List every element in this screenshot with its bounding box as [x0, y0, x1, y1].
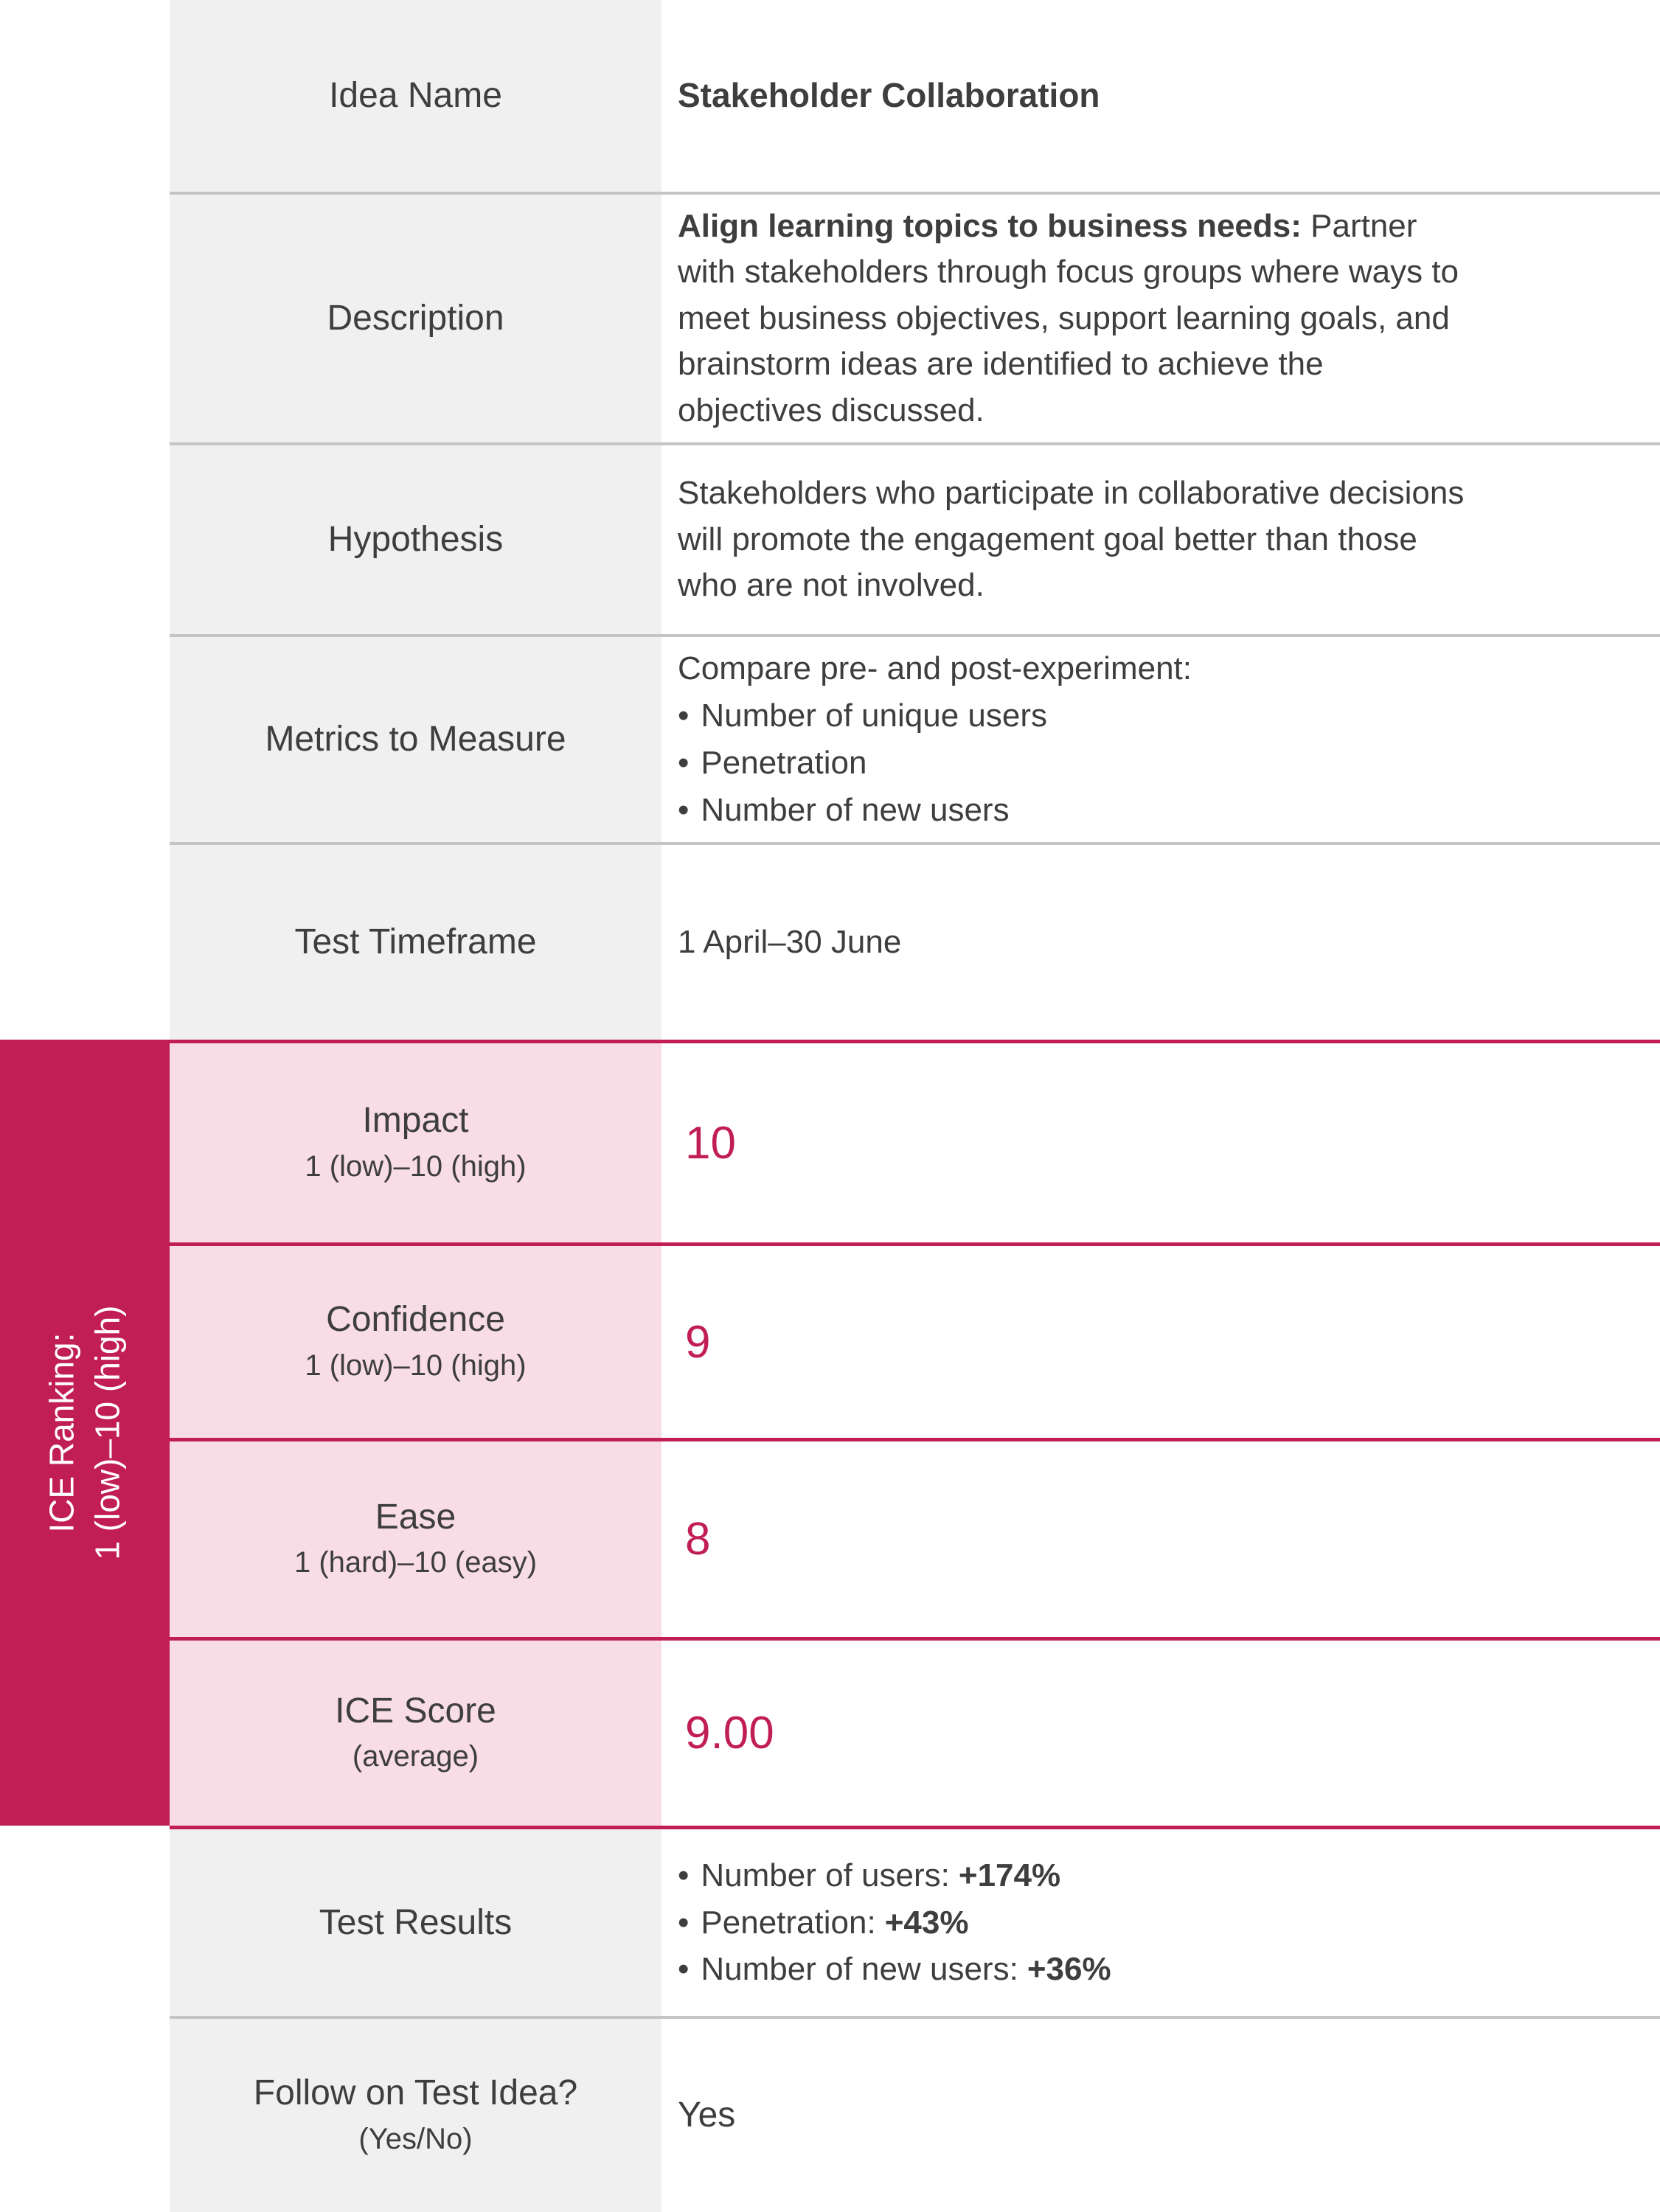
bullet-dot: •	[678, 791, 690, 828]
impact-label: Impact	[362, 1101, 469, 1141]
metrics-bullet-list	[678, 692, 1047, 833]
description-value-cell	[661, 192, 1660, 442]
description-label-cell	[170, 192, 661, 442]
description-lead: Align learning topics to business needs:	[678, 207, 1302, 244]
list-item	[678, 692, 1047, 740]
list-item	[678, 1946, 1111, 1993]
ice-ranking-title: ICE Ranking:	[42, 1332, 81, 1533]
confidence-value-cell	[661, 1242, 1660, 1438]
metrics-bullet-text: Number of new users	[701, 791, 1010, 828]
description-label: Description	[327, 299, 504, 338]
metrics-intro: Compare pre- and post-experiment:	[678, 650, 1192, 687]
ice-ranking-sidebar	[0, 1040, 170, 1826]
result-metric-name: Number of users:	[701, 1857, 950, 1893]
confidence-label-cell	[170, 1242, 661, 1438]
ease-value: 8	[685, 1514, 711, 1565]
result-metric-name: Number of new users:	[701, 1951, 1018, 1988]
idea-name-value: Stakeholder Collaboration	[678, 76, 1100, 115]
bullet-dot: •	[678, 1951, 690, 1988]
follow-on-sublabel: (Yes/No)	[358, 2122, 473, 2155]
result-metric-value: +43%	[884, 1904, 969, 1941]
left-margin-top	[0, 0, 170, 1040]
test-results-value-cell	[661, 1826, 1660, 2016]
ease-label-cell	[170, 1438, 661, 1637]
impact-scale: 1 (low)–10 (high)	[305, 1150, 527, 1183]
idea-name-label: Idea Name	[329, 76, 502, 116]
ice-score-label-cell	[170, 1637, 661, 1826]
left-margin-bottom	[0, 1826, 170, 2212]
timeframe-label-cell	[170, 842, 661, 1040]
result-metric-value: +36%	[1027, 1951, 1111, 1988]
bullet-dot: •	[678, 698, 690, 734]
idea-name-label-cell	[170, 0, 661, 192]
list-item	[678, 787, 1047, 834]
impact-value-cell	[661, 1040, 1660, 1242]
hypothesis-body: Stakeholders who participate in collaborative decisions will promote the engagement goal better than those who are not involved.	[678, 475, 1465, 604]
ease-value-cell	[661, 1438, 1660, 1637]
ice-ranking-scale: 1 (low)–10 (high)	[88, 1305, 128, 1560]
confidence-scale: 1 (low)–10 (high)	[305, 1349, 527, 1382]
list-item	[678, 1852, 1111, 1899]
follow-on-value: Yes	[678, 2095, 736, 2135]
test-results-bullet-list	[678, 1852, 1111, 1993]
ice-score-label: ICE Score	[335, 1691, 496, 1731]
metrics-label-cell	[170, 634, 661, 842]
ease-label: Ease	[375, 1497, 456, 1537]
test-results-label: Test Results	[319, 1902, 513, 1942]
bullet-dot: •	[678, 1904, 690, 1941]
ice-ranking-sidebar-text	[39, 1305, 131, 1559]
metrics-label: Metrics to Measure	[265, 720, 566, 759]
description-body: Partner with stakeholders through focus groups where ways to meet business objectives, support learning goals, and brainstorm ideas are identified to achieve the objectives discussed.	[678, 207, 1459, 428]
bullet-dot: •	[678, 745, 690, 781]
idea-name-value-cell	[661, 0, 1660, 192]
confidence-value: 9	[685, 1316, 711, 1368]
metrics-bullet-text: Number of unique users	[701, 698, 1047, 734]
ice-score-value-cell	[661, 1637, 1660, 1826]
metrics-value-cell	[661, 634, 1660, 842]
result-metric-name: Penetration:	[701, 1904, 876, 1941]
hypothesis-label-cell	[170, 442, 661, 634]
metrics-bullet-text: Penetration	[701, 745, 867, 781]
timeframe-label: Test Timeframe	[294, 922, 537, 962]
list-item	[678, 740, 1047, 787]
bullet-dot: •	[678, 1857, 690, 1893]
timeframe-value: 1 April–30 June	[678, 923, 902, 960]
timeframe-value-cell	[661, 842, 1660, 1040]
impact-value: 10	[685, 1117, 736, 1169]
ice-score-scale: (average)	[352, 1740, 479, 1773]
result-metric-value: +174%	[958, 1857, 1061, 1893]
follow-on-value-cell	[661, 2016, 1660, 2212]
hypothesis-value-cell	[661, 442, 1660, 634]
ice-score-value: 9.00	[685, 1708, 774, 1759]
confidence-label: Confidence	[326, 1300, 505, 1340]
impact-label-cell	[170, 1040, 661, 1242]
follow-on-label: Follow on Test Idea?	[253, 2073, 578, 2113]
list-item	[678, 1899, 1111, 1947]
hypothesis-label: Hypothesis	[327, 520, 504, 560]
follow-on-label-cell	[170, 2016, 661, 2212]
ease-scale: 1 (hard)–10 (easy)	[294, 1546, 538, 1579]
test-results-label-cell	[170, 1826, 661, 2016]
